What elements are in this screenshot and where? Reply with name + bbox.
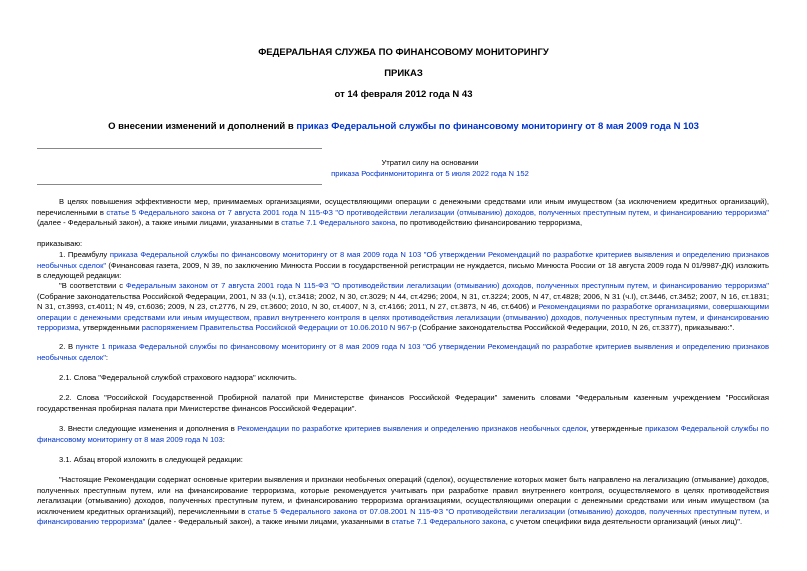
p3-text: : xyxy=(222,434,225,444)
quote-text: , утвержденными xyxy=(78,323,142,333)
status-note-link[interactable]: приказа Росфинмониторинга от 5 июля 2022 года N 152 xyxy=(331,168,529,178)
p2-text: 2. В xyxy=(59,342,76,351)
divider-top xyxy=(37,148,322,149)
p3-text: 3. Внести следующие изменения и дополнения в xyxy=(59,424,238,433)
quote-text: "Настоящие Рекомендации содержат основные критерии выявления и признаки необычных операций (сделок), осуществление которых может быть направлено на легализацию (отмывание) доходов, полученных преступным путем, или на финансирование терроризма, которые рекомендуется учитывать при разработке правил внутреннего контроля, осуществляемого в целях противодействия легализации (отмыванию) доходов, полученных преступным путем, и финансированию терроризма организациями, осуществляющими операции с денежными средствами или иным имуществом (за исключением кредитных организаций), перечисленными в xyxy=(37,475,769,516)
prikazyvayu-line: приказываю: xyxy=(37,239,83,248)
agency-title: ФЕДЕРАЛЬНАЯ СЛУЖБА ПО ФИНАНСОВОМУ МОНИТОРИНГУ xyxy=(258,47,549,58)
quote-text: (далее - Федеральный закон), а также иными лицами, указанными в xyxy=(145,517,392,527)
quote-text: (Собрание законодательства Российской Федерации, 2010, N 26, ст.3377), приказываю:". xyxy=(416,323,735,333)
link-law-art5[interactable]: статье 5 Федерального закона от 7 августа 2001 года N 115-ФЗ "О противодействии легализации (отмыванию) доходов, полученных преступным путем, и финансированию терроризма" xyxy=(106,207,769,217)
doc-type: ПРИКАЗ xyxy=(384,68,423,79)
link-order-103-item1[interactable]: пункте 1 приказа Федеральной службы по финансовому мониторингу от 8 мая 2009 года N 103 "Об утверждении Рекомендаций по разработке критериев выявления и определению признаков необычных сделок" xyxy=(37,342,769,362)
p1-text: (Финансовая газета, 2009, N 39, по заключению Минюста России в государственной регистрации не нуждается, письмо Минюста России от 18 августа 2009 года N 01/9987-ДК) изложить в следующей редакции: xyxy=(37,260,769,281)
doc-date: от 14 февраля 2012 года N 43 xyxy=(334,89,473,100)
link-government-order[interactable]: распоряжением Правительства Российской Федерации от 10.06.2010 N 967-р xyxy=(141,323,417,333)
paragraph-3-1: 3.1. Абзац второй изложить в следующей редакции: xyxy=(59,455,243,464)
divider-bottom xyxy=(37,184,322,185)
quote-text: , с учетом специфики вида деятельности организаций (иных лиц)". xyxy=(505,517,743,527)
doc-subject xyxy=(0,121,807,132)
paragraph-1 xyxy=(37,250,769,282)
link-order-103[interactable]: приказа Федеральной службы по финансовому мониторингу от 8 мая 2009 года N 103 "Об утверждении Рекомендаций по разработке критериев выявления и определению признаков необычных сделок" xyxy=(37,250,770,270)
link-order-103-approval[interactable]: приказом Федеральной службы по финансовому мониторингу от 8 мая 2009 года N 103 xyxy=(37,424,769,444)
quote-2 xyxy=(37,475,769,528)
quote-1 xyxy=(37,281,769,334)
paragraph-2-2: 2.2. Слова "Российской Государственной Пробирной палатой при Министерстве финансов Российской Федерации" заменить словами "Федеральным казенным учреждением "Российская государственная пробирная палата при Министерстве финансов Российской Федерации". xyxy=(37,393,769,413)
p1-text: 1. Преамбулу xyxy=(59,250,110,259)
link-law-art71-b[interactable]: статье 7.1 Федерального закона xyxy=(391,517,506,527)
paragraph-2-1: 2.1. Слова "Федеральной службой страхового надзора" исключить. xyxy=(59,373,297,382)
link-recommendations-criteria[interactable]: Рекомендации по разработке критериев выявления и определению признаков необычных сделок xyxy=(237,424,587,433)
intro-paragraph xyxy=(37,197,769,229)
subject-link[interactable]: приказ Федеральной службы по финансовому мониторингу от 8 мая 2009 года N 103 xyxy=(296,121,699,132)
status-note-text: Утратил силу на основании xyxy=(381,158,479,167)
paragraph-3 xyxy=(37,424,769,445)
quote-text: (Собрание законодательства Российской Федерации, 2001, N 33 (ч.1), ст.3418; 2002, N 30, ст.3029; N 44, ст.4296; 2004, N 31, ст.3224; 2005, N 47, ст.4828; 2006, N 31 (ч.I), ст.3446, ст.3452; 2007, N 16, ст.1831; N 31, ст.3993, ст.4011; N 49, ст.6036; 2009, N 23, ст.2776, N 29, ст.3600; 2010, N 30, ст.4007, N 3, ст.4166; 2011, N 27, ст.3873, N 46, ст.6406) и xyxy=(37,291,769,312)
p2-text: : xyxy=(105,352,109,362)
intro-text: , по противодействию финансированию терроризма, xyxy=(395,218,583,228)
link-recommendations[interactable]: Рекомендациями по разработке организациями, совершающими операции с денежными средствами или иным имуществом, правил внутреннего контроля в целях противодействия легализации (отмыванию) доходов, полученных преступным путем, и финансированию терроризма xyxy=(37,302,769,333)
link-law-115fz[interactable]: Федеральным законом от 7 августа 2001 года N 115-ФЗ "О противодействии легализации (отмыванию) доходов, полученных преступным путем, и финансированию терроризма" xyxy=(125,281,769,290)
link-law-art5-115fz[interactable]: статье 5 Федерального закона от 07.08.2001 N 115-ФЗ "О противодействии легализации (отмыванию) доходов, полученных преступным путем, и финансированию терроризма" xyxy=(37,506,769,527)
p3-text: , утвержденные xyxy=(586,424,646,433)
link-law-art71[interactable]: статье 7.1 Федерального закона xyxy=(281,218,396,228)
subject-text: О внесении изменений и дополнений в xyxy=(108,121,297,132)
status-note xyxy=(300,158,560,179)
intro-text: (далее - Федеральный закон), а также иными лицами, указанными в xyxy=(37,218,282,228)
quote-text: "В соответствии с xyxy=(59,281,126,290)
paragraph-2 xyxy=(37,342,769,363)
intro-text: В целях повышения эффективности мер, принимаемых организациями, осуществляющими операции с денежными средствами или иным имуществом (за исключением кредитных организаций), перечисленными в xyxy=(37,197,769,217)
